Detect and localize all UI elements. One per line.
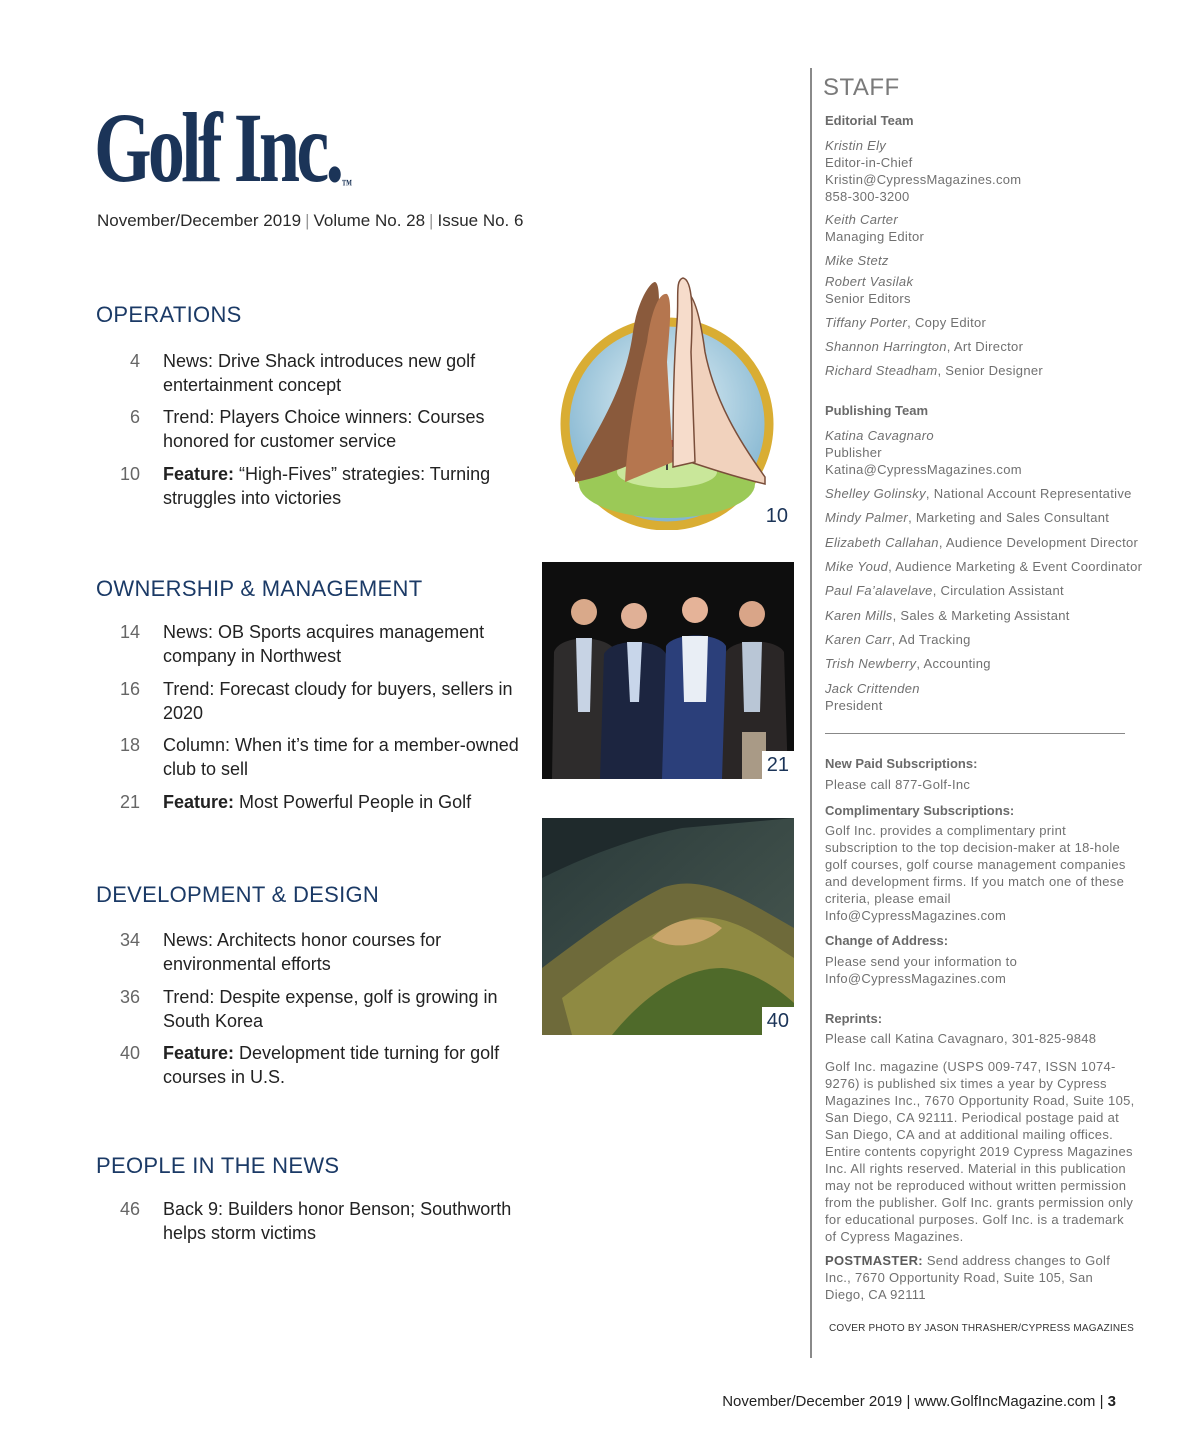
sidebar-divider	[810, 68, 812, 1358]
staff-entry: Keith Carter Managing Editor	[825, 212, 925, 244]
publishing-team-heading: Publishing Team	[825, 403, 929, 418]
section-title-operations: OPERATIONS	[96, 302, 242, 327]
section-title-people: PEOPLE IN THE NEWS	[96, 1153, 340, 1178]
issue-line: November/December 2019 | Volume No. 28 | Issue No. 6	[97, 211, 524, 230]
paid-subscriptions-heading: New Paid Subscriptions:	[825, 756, 978, 771]
staff-entry: Jack Crittenden President	[825, 681, 920, 713]
page-number: 3	[1107, 1393, 1116, 1410]
aerial-course-photo[interactable]	[542, 818, 794, 1035]
staff-entry: Paul Fa’alavelave, Circulation Assistant	[825, 583, 1064, 598]
staff-entry: Robert Vasilak Senior Editors	[825, 274, 914, 306]
complimentary-subscriptions-heading: Complimentary Subscriptions:	[825, 803, 1015, 818]
aerial-photo-icon	[542, 818, 794, 1035]
toc-entry[interactable]: 46 Back 9: Builders honor Benson; Southworth helps storm victims	[119, 1199, 512, 1243]
staff-entry: Richard Steadham, Senior Designer	[825, 363, 1044, 378]
page-footer: November/December 2019 | www.GolfIncMagazine.com | 3	[722, 1393, 1116, 1410]
staff-entry: Mike Stetz	[825, 253, 889, 268]
staff-entry: Shannon Harrington, Art Director	[825, 339, 1024, 354]
section-title-ownership: OWNERSHIP & MANAGEMENT	[96, 576, 423, 601]
change-of-address-text: Please send your information to Info@CypressMagazines.com	[825, 954, 1018, 986]
change-of-address-heading: Change of Address:	[825, 933, 949, 948]
reprints-heading: Reprints:	[825, 1011, 883, 1026]
most-powerful-people-photo[interactable]	[542, 562, 794, 779]
sidebar-rule	[825, 733, 1125, 734]
toc-entry[interactable]: 16 Trend: Forecast cloudy for buyers, sellers in 2020	[119, 679, 513, 723]
staff-entry: Tiffany Porter, Copy Editor	[825, 315, 987, 330]
toc-entry[interactable]: 18 Column: When it’s time for a member-owned club to sell	[119, 735, 519, 779]
magazine-logo: Golf Inc.™	[94, 92, 353, 203]
staff-entry: Trish Newberry, Accounting	[825, 656, 991, 671]
toc-entry[interactable]: 36 Trend: Despite expense, golf is growing in South Korea	[119, 987, 498, 1031]
toc-entry[interactable]: 34 News: Architects honor courses for environmental efforts	[119, 930, 442, 974]
section-title-development: DEVELOPMENT & DESIGN	[96, 882, 380, 907]
staff-entry: Karen Carr, Ad Tracking	[825, 632, 971, 647]
staff-entry: Elizabeth Callahan, Audience Development Director	[825, 535, 1139, 550]
page-number-label: 21	[762, 751, 794, 779]
toc-entry[interactable]: 21 Feature: Most Powerful People in Golf	[119, 792, 472, 812]
reprints-text: Please call Katina Cavagnaro, 301-825-9848	[825, 1031, 1097, 1046]
toc-entry[interactable]: 6 Trend: Players Choice winners: Courses honored for customer service	[129, 407, 485, 451]
page-number-label: 10	[765, 505, 788, 527]
page-number-label: 40	[762, 1007, 794, 1035]
staff-entry: Karen Mills, Sales & Marketing Assistant	[825, 608, 1070, 623]
postmaster-text: POSTMASTER: Send address changes to Golf Inc., 7670 Opportunity Road, Suite 105, San Diego, CA 92111	[825, 1253, 1111, 1302]
toc-entry[interactable]: 10 Feature: “High-Fives” strategies: Turning struggles into victories	[119, 464, 491, 508]
toc-entry[interactable]: 40 Feature: Development tide turning for golf courses in U.S.	[119, 1043, 500, 1087]
editorial-team-heading: Editorial Team	[825, 113, 914, 128]
complimentary-subscriptions-text: Golf Inc. provides a complimentary print subscription to the top decision-maker at 18-hole golf courses, golf course management companies and development firms. If you match one of these criteria, please email Info@CypressMagazines.com	[825, 823, 1126, 923]
hands-illustration-icon	[555, 272, 793, 530]
high-five-illustration[interactable]	[555, 272, 793, 530]
cover-photo-credit: COVER PHOTO BY JASON THRASHER/CYPRESS MAGAZINES	[829, 1323, 1135, 1334]
people-photo-icon	[542, 562, 794, 779]
staff-entry: Mike Youd, Audience Marketing & Event Coordinator	[825, 559, 1143, 574]
staff-entry: Katina Cavagnaro Publisher Katina@CypressMagazines.com	[825, 428, 1022, 477]
staff-entry: Shelley Golinsky, National Account Representative	[825, 486, 1132, 501]
website-link[interactable]: www.GolfIncMagazine.com	[914, 1393, 1096, 1410]
staff-heading: STAFF	[823, 74, 900, 101]
toc-entry[interactable]: 4 News: Drive Shack introduces new golf entertainment concept	[129, 351, 476, 395]
paid-subscriptions-text: Please call 877-Golf-Inc	[825, 777, 971, 792]
publication-legal-text: Golf Inc. magazine (USPS 009-747, ISSN 1074-9276) is published six times a year by Cypress Magazines Inc., 7670 Opportunity Road, Suite 105, San Diego, CA 92111. Periodical postage paid at San Diego, CA and at additional mailing offices. Entire contents copyright 2019 Cypress Magazines Inc. All rights reserved. Material in this publication may not be reproduced without written permission from the publisher. Golf Inc. grants permission only for educational purposes. Golf Inc. is a trademark of Cypress Magazines.	[825, 1059, 1135, 1244]
staff-entry: Kristin Ely Editor-in-Chief Kristin@CypressMagazines.com 858-300-3200	[825, 138, 1022, 204]
toc-entry[interactable]: 14 News: OB Sports acquires management company in Northwest	[119, 622, 485, 666]
staff-entry: Mindy Palmer, Marketing and Sales Consultant	[825, 510, 1110, 525]
